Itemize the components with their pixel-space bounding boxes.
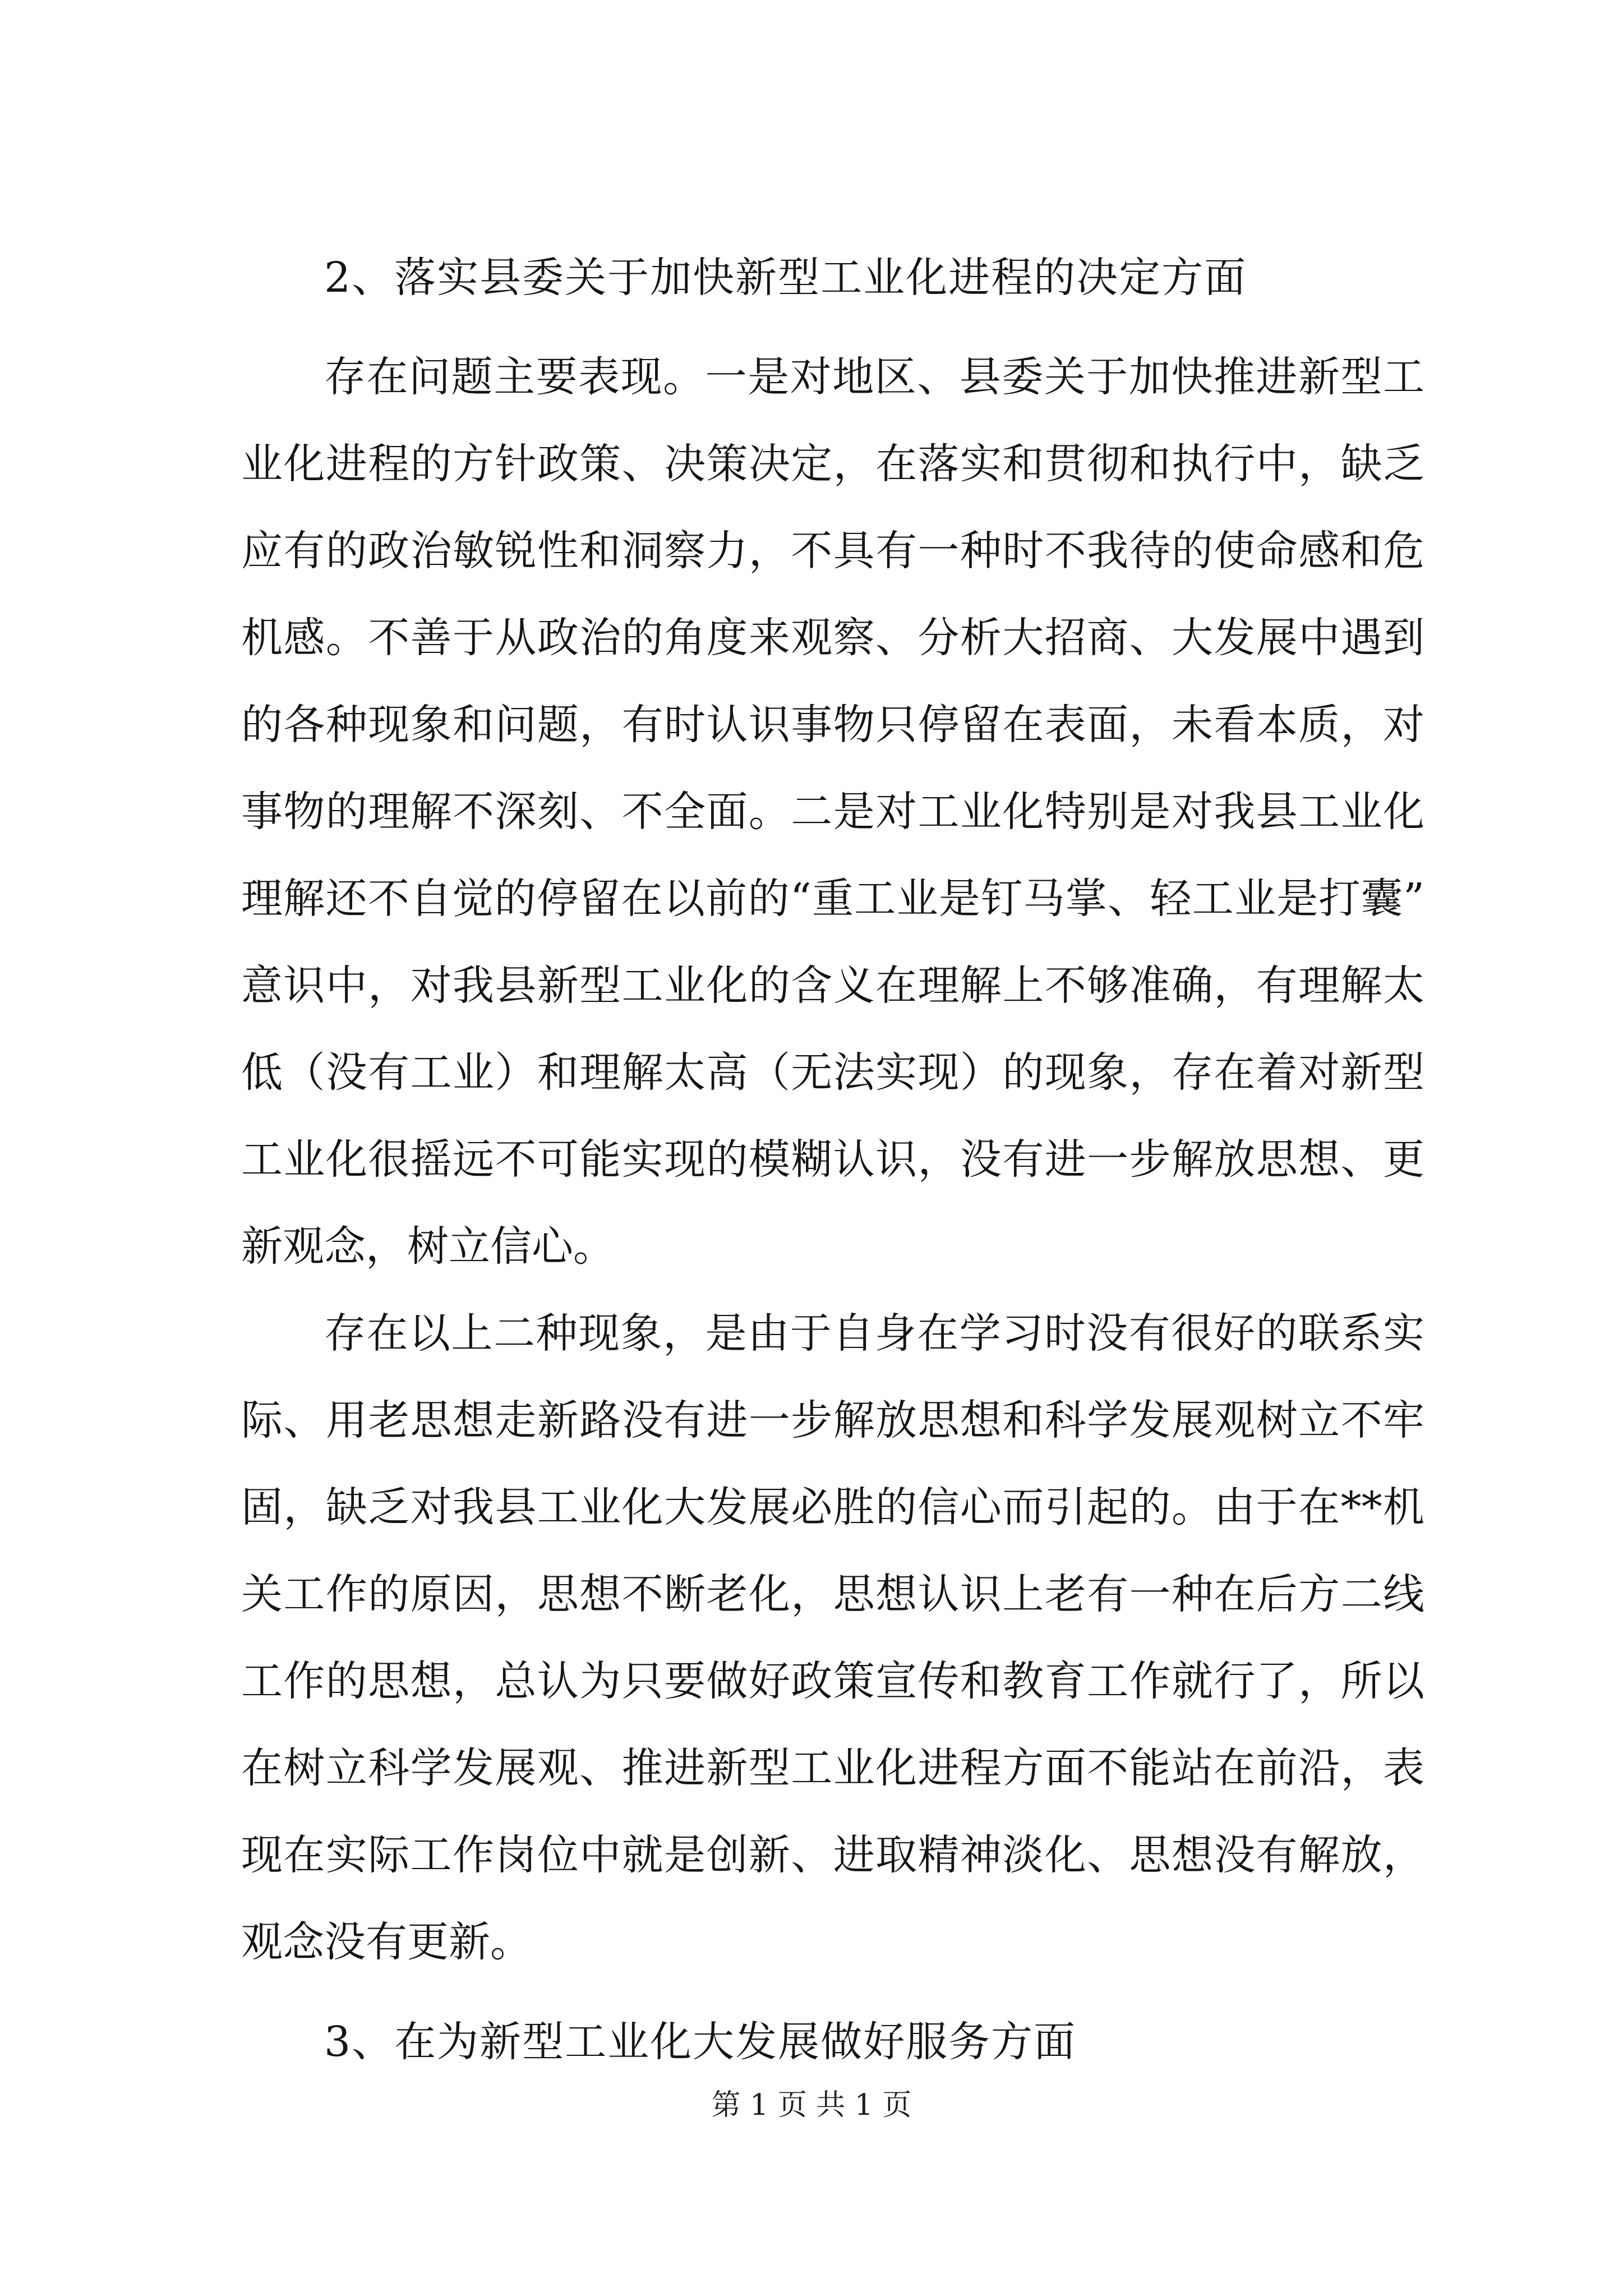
paragraph-line: 低（没有工业）和理解太高（无法实现）的现象，存在着对新型 — [241, 1048, 1424, 1097]
paragraph-line: 应有的政治敏锐性和洞察力，不具有一种时不我待的使命感和危 — [241, 527, 1424, 575]
paragraph-line: 新观念，树立信心。 — [241, 1222, 615, 1271]
paragraph-line: 机感。不善于从政治的角度来观察、分析大招商、大发展中遇到 — [241, 614, 1424, 662]
paragraph-line: 业化进程的方针政策、决策决定，在落实和贯彻和执行中，缺乏 — [241, 440, 1424, 488]
paragraph-line: 关工作的原因，思想不断老化，思想认识上老有一种在后方二线 — [241, 1570, 1424, 1618]
paragraph-line: 固，缺乏对我县工业化大发展必胜的信心而引起的。由于在**机 — [241, 1483, 1424, 1531]
page-footer: 第 1 页 共 1 页 — [711, 2088, 912, 2122]
paragraph-line: 际、用老思想走新路没有进一步解放思想和科学发展观树立不牢 — [241, 1396, 1424, 1444]
paragraph-line: 存在问题主要表现。一是对地区、县委关于加快推进新型工 — [324, 353, 1424, 401]
document-body — [241, 247, 1424, 2073]
paragraph-line: 存在以上二种现象，是由于自身在学习时没有很好的联系实 — [324, 1309, 1424, 1358]
paragraph-line: 的各种现象和问题，有时认识事物只停留在表面，未看本质，对 — [241, 701, 1424, 749]
section-heading-2: 2、落实县委关于加快新型工业化进程的决定方面 — [324, 254, 1247, 302]
paragraph-line: 理解还不自觉的停留在以前的“重工业是钉马掌、轻工业是打囊” — [241, 875, 1424, 923]
section-heading-3: 3、在为新型工业化大发展做好服务方面 — [324, 2018, 1077, 2066]
paragraph-problems — [241, 334, 1424, 1290]
paragraph-line: 意识中，对我县新型工业化的含义在理解上不够准确，有理解太 — [241, 961, 1424, 1010]
paragraph-line: 观念没有更新。 — [241, 1918, 532, 1966]
paragraph-line: 在树立科学发展观、推进新型工业化进程方面不能站在前沿，表 — [241, 1744, 1424, 1792]
paragraph-line: 现在实际工作岗位中就是创新、进取精神淡化、思想没有解放， — [241, 1831, 1424, 1879]
paragraph-line: 工作的思想，总认为只要做好政策宣传和教育工作就行了，所以 — [241, 1657, 1424, 1705]
paragraph-line: 工业化很摇远不可能实现的模糊认识，没有进一步解放思想、更 — [241, 1135, 1424, 1184]
paragraph-causes — [241, 1290, 1424, 1986]
paragraph-line: 事物的理解不深刻、不全面。二是对工业化特别是对我县工业化 — [241, 788, 1424, 836]
